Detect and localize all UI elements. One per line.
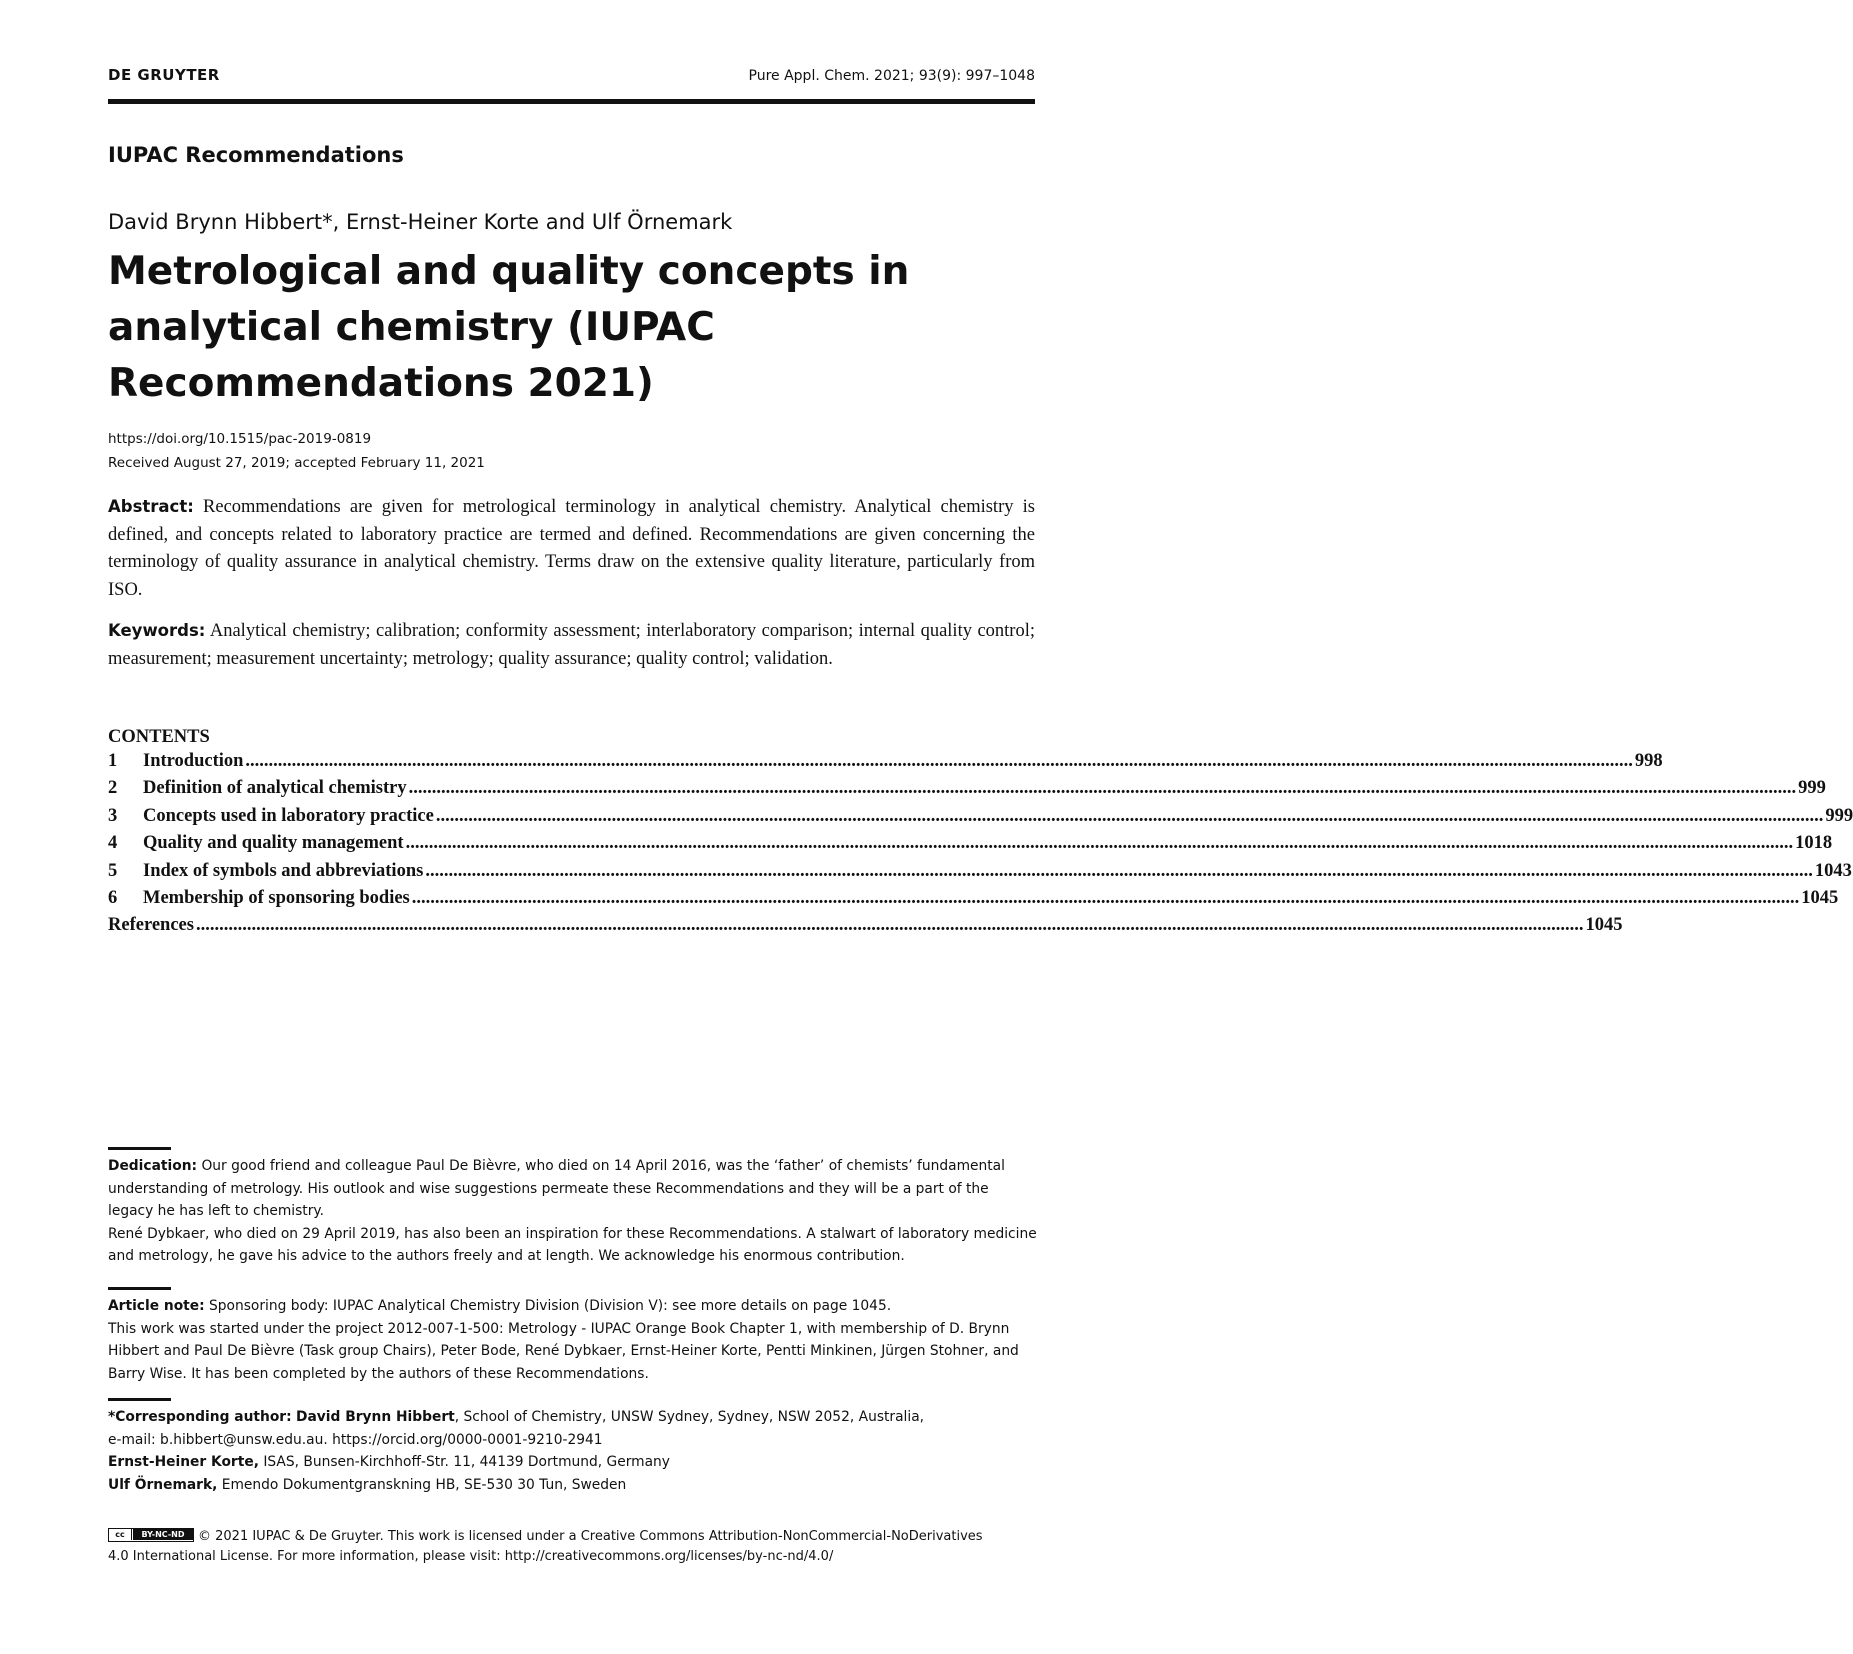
keywords (108, 617, 1035, 673)
toc-leader: ............................................................................................................................................................................................................................................................................................................ (411, 887, 1800, 908)
author-affiliations (108, 1406, 1038, 1496)
toc-item[interactable] (108, 778, 1826, 805)
abstract (108, 493, 1035, 604)
table-of-contents (108, 751, 1853, 943)
toc-number: 4 (108, 833, 118, 854)
footnote-rule (108, 1287, 171, 1290)
title-line: Recommendations 2021) (108, 361, 654, 406)
email-orcid[interactable]: e-mail: b.hibbert@unsw.edu.au. https://orcid.org/0000-0001-9210-2941 (108, 1431, 603, 1448)
article-note-text: Sponsoring body: IUPAC Analytical Chemistry Division (Division V): see more details on page 1045. (209, 1298, 892, 1314)
toc-page: 998 (1634, 751, 1663, 771)
toc-leader: ............................................................................................................................................................................................................................................................................................................ (435, 805, 1824, 826)
corresponding-label: *Corresponding author: (108, 1409, 292, 1425)
toc-number: 5 (108, 860, 118, 881)
dedication-text: Our good friend and colleague Paul De Bièvre, who died on 14 April 2016, was the ‘father’ of chemists’ fundamental understanding of metrology. His outlook and wise suggestions permeate these Recommendations and they will be a part of the legacy he has left to chemistry. (108, 1158, 1005, 1219)
corresponding-name: David Brynn Hibbert (296, 1409, 455, 1425)
contents-heading: CONTENTS (108, 727, 210, 747)
title-line: Metrological and quality concepts in (108, 249, 910, 294)
toc-page: 1043 (1814, 860, 1852, 881)
toc-page: 1018 (1795, 833, 1833, 854)
toc-item[interactable] (108, 860, 1852, 888)
title-line: analytical chemistry (IUPAC (108, 305, 715, 350)
license-line-1: © 2021 IUPAC & De Gruyter. This work is licensed under a Creative Commons Attribution-NonCommercial-NoDerivatives (198, 1529, 983, 1544)
article-note-text-2: This work was started under the project 2012-007-1-500: Metrology - IUPAC Orange Book Chapter 1, with membership of D. Brynn Hibbert and Paul De Bièvre (Task group Chairs), Peter Bode, René Dybkaer, Ernst-Heiner Korte, Pentti Minkinen, Jürgen Stohner, and Barry Wise. It has been completed by the authors of these Recommendations. (108, 1320, 1019, 1382)
toc-title: Concepts used in laboratory practice (143, 805, 434, 826)
toc-number: 2 (108, 778, 118, 799)
journal-reference: Pure Appl. Chem. 2021; 93(9): 997–1048 (748, 68, 1035, 84)
toc-page: 999 (1798, 778, 1826, 799)
footnote-rule (108, 1147, 171, 1150)
toc-item[interactable] (108, 833, 1833, 860)
ornemark-name: Ulf Örnemark, (108, 1476, 218, 1493)
corresponding-address: , School of Chemistry, UNSW Sydney, Sydney, NSW 2052, Australia, (454, 1409, 925, 1425)
header-rule (108, 99, 1035, 104)
article-note-label: Article note: (108, 1298, 205, 1314)
ornemark-address: Emendo Dokumentgranskning HB, SE-530 30 Tun, Sweden (217, 1476, 627, 1493)
abstract-text: Recommendations are given for metrological terminology in analytical chemistry. Analytical chemistry is defined, and concepts related to laboratory practice are termed and defined. Recommendations are given concerning the terminology of quality assurance in analytical chemistry. Terms draw on the extensive quality literature, particularly from ISO. (108, 497, 1036, 600)
section-label: IUPAC Recommendations (108, 143, 404, 167)
toc-item[interactable] (108, 805, 1853, 833)
toc-title: References (108, 915, 194, 936)
toc-item-references[interactable] (108, 915, 1623, 942)
toc-leader: ............................................................................................................................................................................................................................................................................................................ (405, 833, 1794, 854)
cc-badge-left: cc (109, 1529, 132, 1540)
korte-name: Ernst-Heiner Korte, (108, 1454, 259, 1470)
footnote-rule (108, 1398, 171, 1401)
toc-page: 1045 (1801, 887, 1839, 908)
toc-item[interactable] (108, 887, 1839, 915)
toc-leader: ............................................................................................................................................................................................................................................................................................................ (425, 860, 1813, 881)
article-note (108, 1295, 1038, 1385)
abstract-label: Abstract: (108, 497, 194, 516)
keywords-text: Analytical chemistry; calibration; conformity assessment; interlaboratory comparison; internal quality control; measurement; measurement uncertainty; metrology; quality assurance; quality control; validation. (108, 621, 1035, 669)
toc-number: 3 (108, 805, 118, 826)
toc-page: 999 (1825, 805, 1853, 826)
toc-number: 1 (108, 751, 118, 771)
received-dates: Received August 27, 2019; accepted February 11, 2021 (108, 455, 485, 471)
dedication-note (108, 1155, 1038, 1268)
toc-title: Membership of sponsoring bodies (143, 887, 410, 908)
toc-leader: ............................................................................................................................................................................................................................................................................................................ (408, 778, 1797, 799)
doi-link[interactable]: https://doi.org/10.1515/pac-2019-0819 (108, 431, 372, 447)
toc-title: Definition of analytical chemistry (143, 778, 407, 799)
toc-item[interactable] (108, 751, 1663, 778)
toc-leader: ............................................................................................................................................................................................................................................................................................................ (245, 751, 1633, 771)
dedication-text-2: René Dybkaer, who died on 29 April 2019, has also been an inspiration for these Recommendations. A stalwart of laboratory medicine and metrology, he gave his advice to the authors freely and at length. We acknowledge his enormous contribution. (108, 1225, 1037, 1264)
dedication-label: Dedication: (108, 1158, 198, 1174)
korte-address: ISAS, Bunsen-Kirchhoff-Str. 11, 44139 Dortmund, Germany (258, 1454, 670, 1470)
cc-license-badge-icon[interactable] (108, 1528, 194, 1542)
cc-badge-right: BY-NC-ND (133, 1529, 193, 1540)
publisher-name: DE GRUYTER (108, 66, 220, 84)
keywords-label: Keywords: (108, 621, 206, 640)
license-notice (108, 1527, 1038, 1567)
toc-page: 1045 (1585, 915, 1623, 936)
license-line-2[interactable]: 4.0 International License. For more information, please visit: http://creativecommons.org/licenses/by-nc-nd/4.0/ (108, 1549, 834, 1564)
paper-title (108, 244, 1008, 412)
toc-leader: ............................................................................................................................................................................................................................................................................................................ (195, 915, 1584, 936)
toc-title: Index of symbols and abbreviations (143, 860, 424, 881)
toc-title: Introduction (143, 751, 244, 771)
toc-title: Quality and quality management (143, 833, 404, 854)
authors: David Brynn Hibbert*, Ernst-Heiner Korte and Ulf Örnemark (108, 210, 733, 234)
toc-number: 6 (108, 887, 118, 908)
